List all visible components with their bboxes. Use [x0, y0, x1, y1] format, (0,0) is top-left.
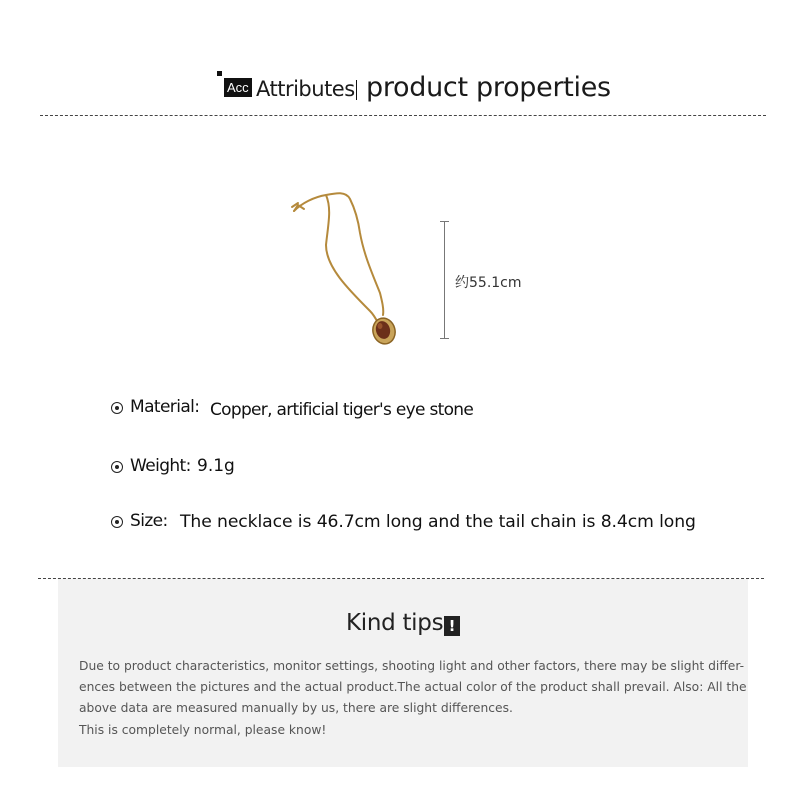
tips-line: above data are measured manually by us, there are slight differences. — [79, 701, 513, 715]
size-value: The necklace is 46.7cm long and the tail chain is 8.4cm long — [180, 512, 696, 532]
size-bullet-icon — [111, 516, 123, 528]
exclamation-icon: ! — [444, 616, 460, 636]
header-divider — [356, 80, 357, 100]
material-value: Copper, artificial tiger's eye stone — [210, 400, 474, 420]
header-badge: Acc — [224, 78, 252, 97]
material-bullet-icon — [111, 402, 123, 414]
size-label: Size: — [130, 511, 168, 531]
header-attributes-label: Attributes — [256, 77, 355, 101]
weight-bullet-icon — [111, 461, 123, 473]
weight-label: Weight: — [130, 456, 191, 476]
tips-line: Due to product characteristics, monitor settings, shooting light and other factors, there may be slight differ- — [79, 659, 745, 673]
divider-top — [40, 115, 766, 116]
page-title: product properties — [366, 72, 611, 103]
dimension-label: 约55.1cm — [455, 275, 522, 291]
tips-line: ences between the pictures and the actual product.The actual color of the product shall prevail. Also: All the — [79, 680, 747, 694]
dimension-line — [444, 221, 445, 338]
dimension-cap-top — [440, 221, 449, 222]
tips-panel — [58, 579, 748, 767]
header-dot — [217, 71, 222, 76]
tips-title: Kind tips — [346, 610, 444, 636]
dimension-cap-bottom — [440, 338, 449, 339]
tips-line: This is completely normal, please know! — [79, 723, 327, 737]
necklace-image — [288, 185, 398, 355]
weight-value: 9.1g — [197, 456, 235, 476]
material-label: Material: — [130, 397, 200, 417]
